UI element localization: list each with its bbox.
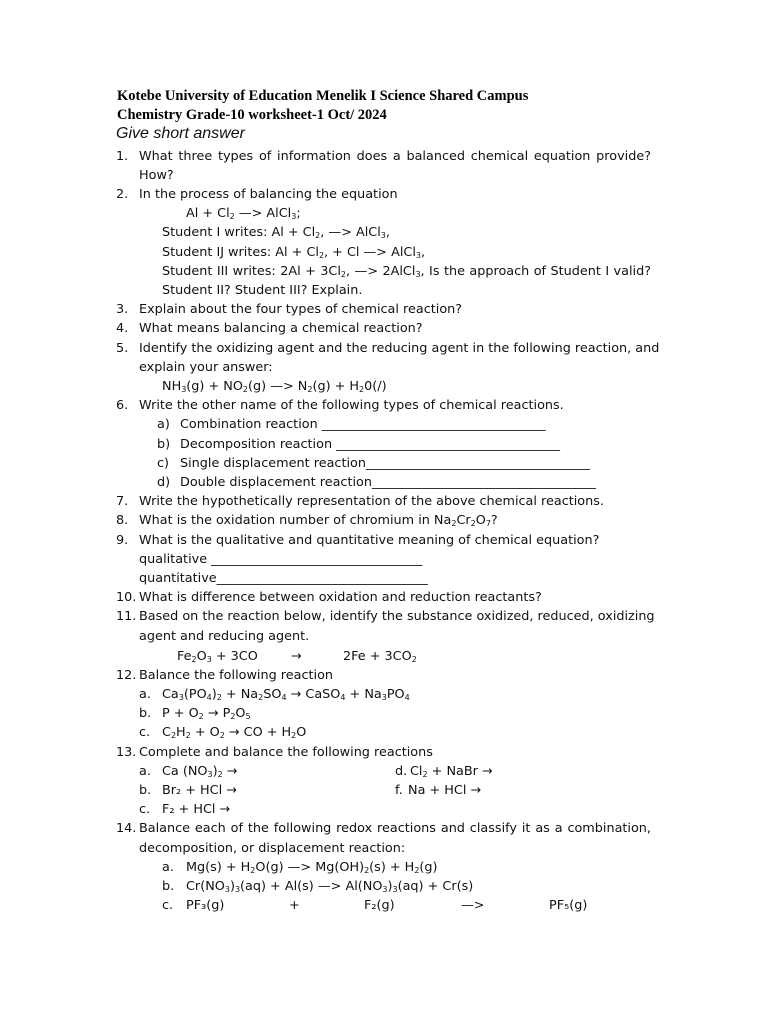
q6-b-text: Decomposition reaction ___________________________________ xyxy=(180,437,561,452)
q11-arrow: → xyxy=(291,649,302,664)
q10-text: What is difference between oxidation and reduction reactants? xyxy=(139,590,542,605)
q8-text: What is the oxidation number of chromium in $Na_2Cr_2O_7$? xyxy=(139,513,498,528)
q11-line1: Based on the reaction below, identify the substance oxidized, reduced, oxidizing xyxy=(139,609,655,624)
q12-b-equation: $P + O_2 \to P_2O_5$ xyxy=(162,706,251,721)
q12-text: Balance the following reaction xyxy=(139,668,334,683)
q12-number: 12. xyxy=(116,668,137,683)
q7-text: Write the hypothetically representation of the above chemical reactions. xyxy=(139,494,604,509)
q5-line2: explain your answer: xyxy=(139,360,273,375)
q2-equation: $Al + Cl_2$ —> AlCl$_3$; xyxy=(186,206,301,221)
q14-b-letter: b. xyxy=(162,879,175,894)
q6-a-text: Combination reaction ___________________________________ xyxy=(180,417,546,432)
q14-number: 14. xyxy=(116,821,137,836)
q14-line2: decomposition, or displacement reaction: xyxy=(139,841,406,856)
q6-d-text: Double displacement reaction___________________________________ xyxy=(180,475,596,490)
q11-line2: agent and reducing agent. xyxy=(139,629,310,644)
q9-qualitative-blank: qualitative _________________________________ xyxy=(139,552,423,567)
q13-b-equation: Br₂ + HCl → xyxy=(162,783,237,798)
q14-line1: Balance each of the following redox reactions and classify it as a combination, xyxy=(139,821,651,836)
q9-quantitative-blank: quantitative_________________________________ xyxy=(139,571,428,586)
q1-line2: How? xyxy=(139,168,174,183)
instruction: Give short answer xyxy=(116,125,245,142)
q3-number: 3. xyxy=(116,302,129,317)
q14-c-reactant1: PF₃(g) xyxy=(186,898,225,913)
q14-c-plus: + xyxy=(289,898,300,913)
q2-number: 2. xyxy=(116,187,129,202)
q12-c-letter: c. xyxy=(139,725,151,740)
q13-f-letter: f. xyxy=(395,783,403,798)
q6-number: 6. xyxy=(116,398,129,413)
q9-text: What is the qualitative and quantitative meaning of chemical equation? xyxy=(139,533,600,548)
q1-number: 1. xyxy=(116,149,129,164)
q12-b-letter: b. xyxy=(139,706,152,721)
q6-d-letter: d) xyxy=(157,475,171,490)
q11-products: $2Fe + 3CO_2$ xyxy=(343,649,417,664)
q2-student3: Student III writes: $2Al + 3Cl_2$, —> 2AlCl$_3$, Is the approach of Student I valid? xyxy=(162,264,651,279)
q13-c-equation: F₂ + HCl → xyxy=(162,802,231,817)
q4-number: 4. xyxy=(116,321,129,336)
q11-reactants: $Fe_2O_3 + 3CO$ xyxy=(177,649,258,664)
q2-student1: Student I writes: $Al + Cl_2$, —> AlCl$_3$, xyxy=(162,225,390,240)
q14-c-product: PF₅(g) xyxy=(549,898,588,913)
q12-a-letter: a. xyxy=(139,687,151,702)
q14-c-letter: c. xyxy=(162,898,174,913)
q14-b-equation: $Cr(NO_3)_3(aq) + Al(s)$ —> $Al(NO_3)_3(aq) + Cr(s)$ xyxy=(186,879,474,894)
q12-c-equation: $C_2H_2 + O_2$ → CO + $H_2O$ xyxy=(162,725,307,740)
q5-equation: $NH_3(g) + NO_2(g)$ —> $N_2(g) + H_20(/)$ xyxy=(162,379,387,394)
q6-a-letter: a) xyxy=(157,417,170,432)
q11-number: 11. xyxy=(116,609,137,624)
q13-c-letter: c. xyxy=(139,802,151,817)
q2-student2: Student IJ writes: $Al + Cl_2$, + Cl —> AlCl$_3$, xyxy=(162,245,426,260)
q5-line1: Identify the oxidizing agent and the reducing agent in the following reaction, and xyxy=(139,341,660,356)
q3-text: Explain about the four types of chemical reaction? xyxy=(139,302,463,317)
q6-c-letter: c) xyxy=(157,456,170,471)
q14-c-reactant2: F₂(g) xyxy=(364,898,395,913)
q6-c-text: Single displacement reaction___________________________________ xyxy=(180,456,590,471)
q8-number: 8. xyxy=(116,513,129,528)
q6-text: Write the other name of the following types of chemical reactions. xyxy=(139,398,564,413)
q5-number: 5. xyxy=(116,341,129,356)
q6-b-letter: b) xyxy=(157,437,171,452)
q14-a-letter: a. xyxy=(162,860,174,875)
q14-c-arrow: —> xyxy=(461,898,485,913)
q2-student4: Student II? Student III? Explain. xyxy=(162,283,363,298)
q7-number: 7. xyxy=(116,494,129,509)
q4-text: What means balancing a chemical reaction? xyxy=(139,321,423,336)
q13-a-letter: a. xyxy=(139,764,151,779)
q14-a-equation: $Mg(s) + H_2O(g)$ —> $Mg(OH)_2(s) + H_2(g)$ xyxy=(186,860,438,875)
q13-f-equation: Na + HCl → xyxy=(408,783,482,798)
q13-d-equation: $Cl_2$ + NaBr → xyxy=(410,764,493,779)
q13-number: 13. xyxy=(116,745,137,760)
q12-a-equation: $Ca_3(PO_4)_2 + Na_2SO_4$ → CaSO$_4$ + $Na_3PO_4$ xyxy=(162,687,410,702)
q13-a-equation: Ca $(NO_3)_2$ → xyxy=(162,764,238,779)
q10-number: 10. xyxy=(116,590,137,605)
worksheet-title: Chemistry Grade-10 worksheet-1 Oct/ 2024 xyxy=(117,107,387,123)
q2-text: In the process of balancing the equation xyxy=(139,187,398,202)
q1-line1: What three types of information does a balanced chemical equation provide? xyxy=(139,149,651,164)
q13-d-letter: d. xyxy=(395,764,408,779)
q13-text: Complete and balance the following reactions xyxy=(139,745,433,760)
q13-b-letter: b. xyxy=(139,783,152,798)
university-title: Kotebe University of Education Menelik I Science Shared Campus xyxy=(117,88,529,104)
q9-number: 9. xyxy=(116,533,129,548)
